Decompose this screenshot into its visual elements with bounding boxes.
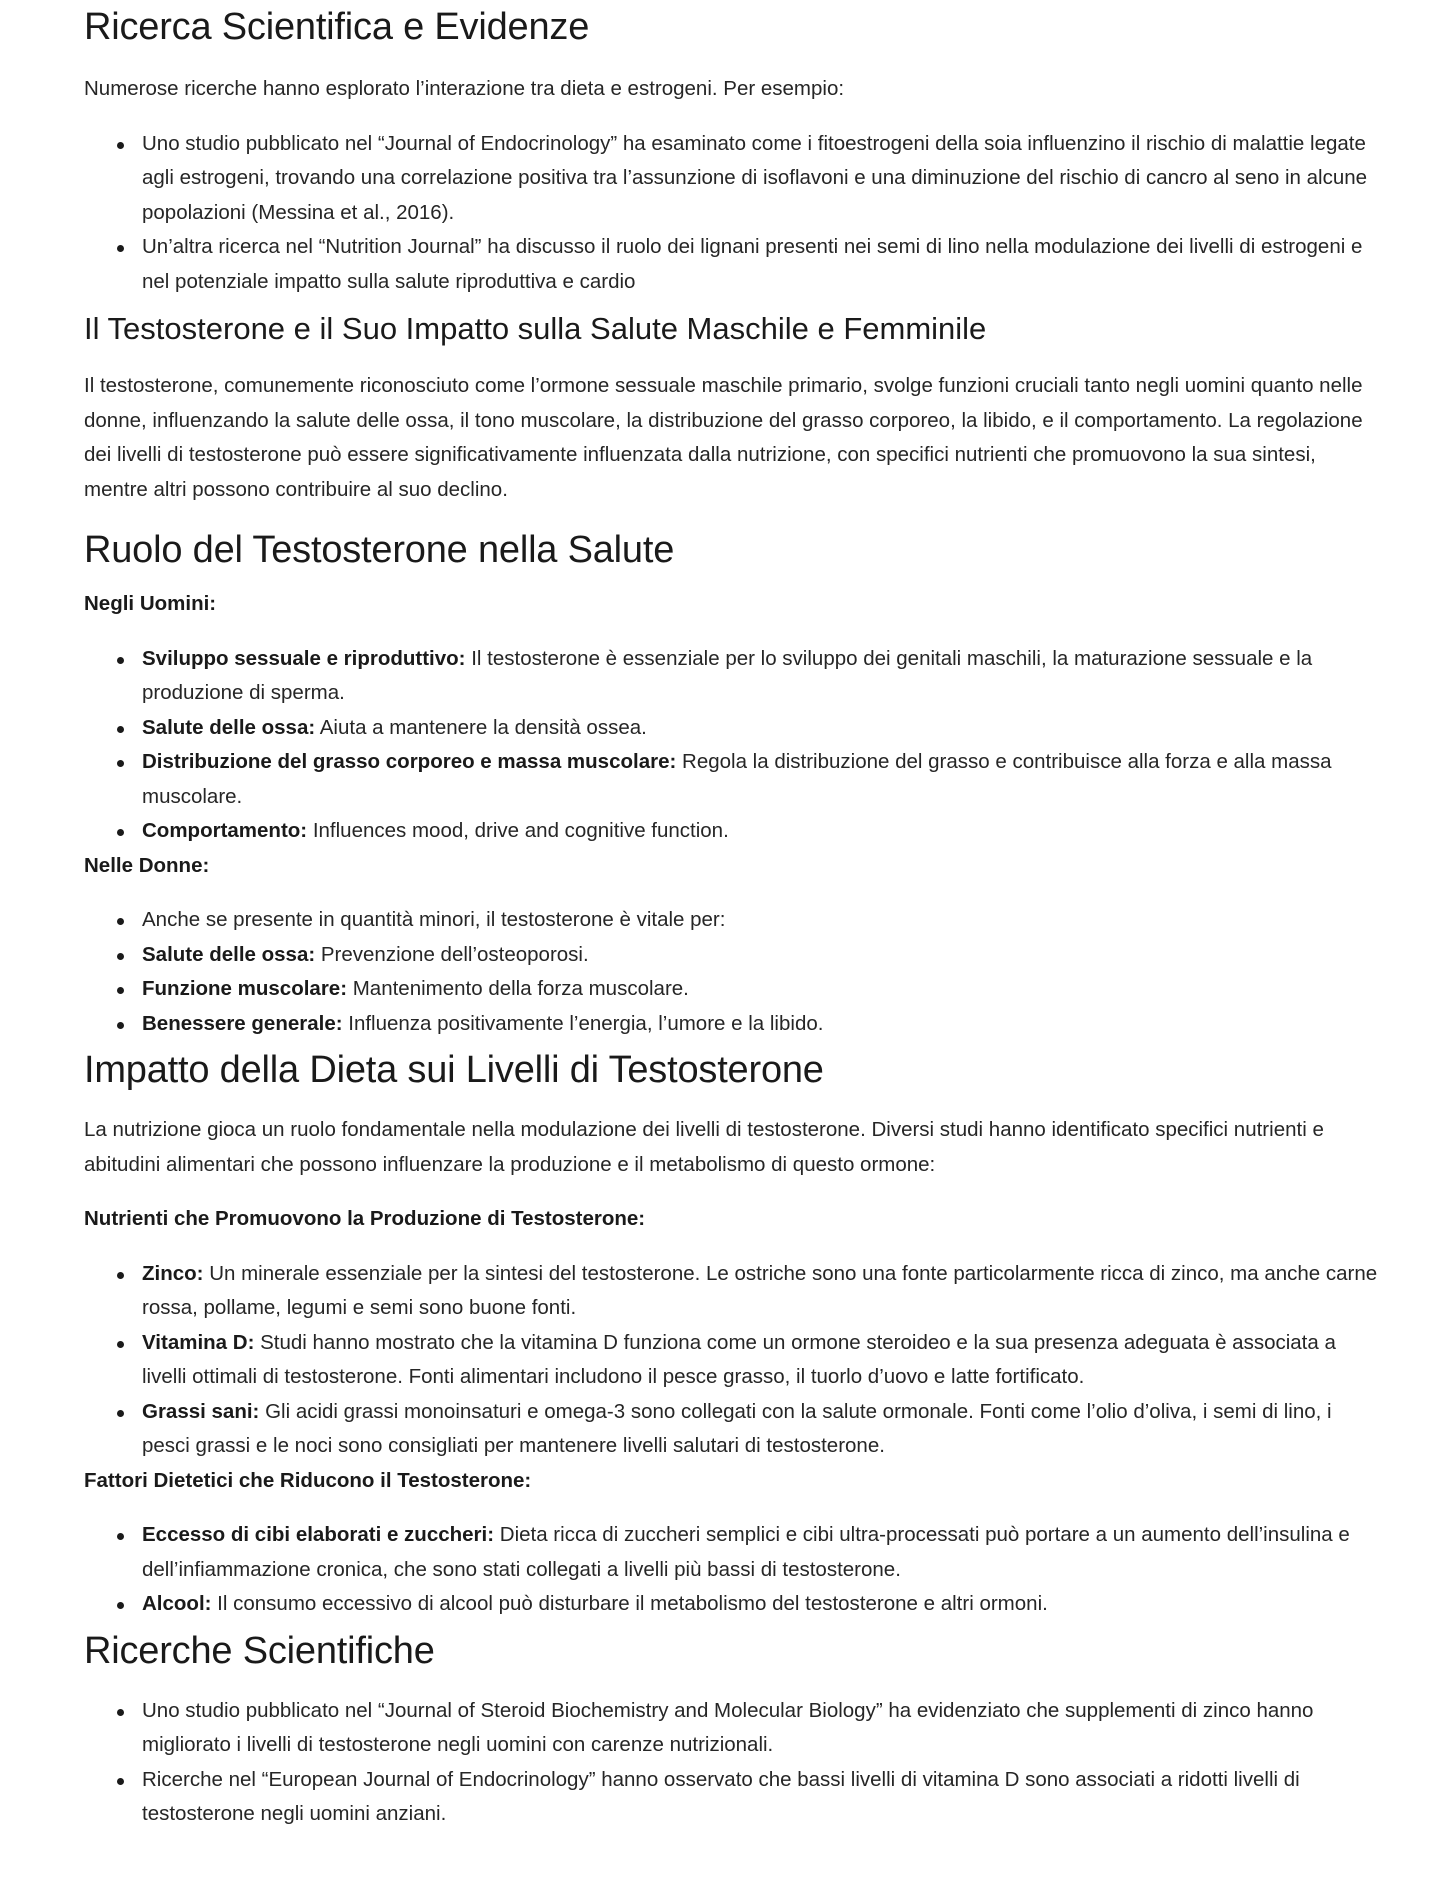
list-item	[142, 1257, 1384, 1326]
list-item	[142, 1326, 1384, 1395]
list-item: Uno studio pubblicato nel “Journal of Steroid Biochemistry and Molecular Biology” ha evidenziato che supplementi di zinco hanno migliorato i livelli di testosterone negli uomini con carenze nutrizionali.	[142, 1694, 1384, 1763]
item-text: Regola la distribuzione del grasso e contribuisce alla forza e alla massa muscolare.	[142, 750, 1332, 808]
heading-diet: Impatto della Dieta sui Livelli di Testosterone	[84, 1049, 824, 1091]
item-term: Funzione muscolare:	[142, 977, 348, 1000]
list-item	[142, 1518, 1384, 1587]
diet-paragraph: La nutrizione gioca un ruolo fondamentale nella modulazione dei livelli di testosterone. Diversi studi hanno identificato specifici nutrienti e abitudini alimentari che possono influenzare la produzione e il metabolismo di questo ormone:	[84, 1118, 1324, 1176]
list-item	[142, 711, 1384, 746]
heading-studies: Ricerche Scientifiche	[84, 1629, 435, 1672]
item-text: Il consumo eccessivo di alcool può disturbare il metabolismo del testosterone e altri ormoni.	[211, 1592, 1048, 1615]
men-label: Negli Uomini:	[84, 592, 217, 615]
testosterone-paragraph: Il testosterone, comunemente riconosciuto come l’ormone sessuale maschile primario, svolge funzioni cruciali tanto negli uomini quanto nelle donne, influenzando la salute delle ossa, il tono muscolare, la distribuzione del grasso corporeo, la libido, e il comportamento. La regolazione dei livelli di testosterone può essere significativamente influenzata dalla nutrizione, con specifici nutrienti che promuovono la sua sintesi, mentre altri possono contribuire al suo declino.	[84, 374, 1363, 501]
item-text: Gli acidi grassi monoinsaturi e omega-3 sono collegati con la salute ormonale. Fonti come l’olio d’oliva, i semi di lino, i pesci grassi e le noci sono consigliati per mantenere livelli salutari di testosterone.	[142, 1399, 1332, 1457]
promote-label: Nutrienti che Promuovono la Produzione di Testosterone:	[84, 1207, 646, 1230]
research-intro: Numerose ricerche hanno esplorato l’interazione tra dieta e estrogeni. Per esempio:	[84, 77, 845, 100]
item-text: Dieta ricca di zuccheri semplici e cibi ultra-processati può portare a un aumento dell’insulina e dell’infiammazione cronica, che sono stati collegati a livelli più bassi di testosterone.	[142, 1523, 1350, 1581]
women-label: Nelle Donne:	[84, 853, 210, 877]
reduce-list	[84, 1518, 1384, 1622]
item-text: Prevenzione dell’osteoporosi.	[315, 942, 589, 966]
item-term: Distribuzione del grasso corporeo e massa muscolare:	[142, 750, 677, 773]
list-item	[142, 1395, 1384, 1464]
item-term: Comportamento:	[142, 819, 308, 842]
item-term: Benessere generale:	[142, 1011, 343, 1035]
list-item	[142, 972, 1384, 1007]
list-item	[142, 1007, 1384, 1042]
item-term: Sviluppo sessuale e riproduttivo:	[142, 646, 466, 670]
list-item	[142, 938, 1384, 973]
item-term: Eccesso di cibi elaborati e zuccheri:	[142, 1523, 495, 1546]
item-text: Il testosterone è essenziale per lo sviluppo dei genitali maschili, la maturazione sessuale e la produzione di sperma.	[142, 646, 1313, 704]
women-list	[84, 903, 1384, 1041]
item-text: Influences mood, drive and cognitive function.	[307, 819, 729, 842]
list-item: Anche se presente in quantità minori, il testosterone è vitale per:	[142, 903, 1384, 938]
heading-testosterone: Il Testosterone e il Suo Impatto sulla Salute Maschile e Femminile	[84, 311, 987, 346]
item-text: Influenza positivamente l’energia, l’umore e la libido.	[342, 1011, 824, 1035]
item-term: Grassi sani:	[142, 1399, 260, 1423]
list-item	[142, 1587, 1384, 1622]
list-item	[142, 745, 1384, 814]
men-list	[84, 642, 1384, 849]
item-term: Vitamina D:	[142, 1330, 255, 1354]
document-content	[84, 0, 1384, 1832]
research-list	[84, 127, 1384, 300]
item-text: Aiuta a mantenere la densità ossea.	[315, 715, 647, 739]
list-item	[142, 642, 1384, 711]
heading-research: Ricerca Scientifica e Evidenze	[84, 6, 590, 48]
item-term: Salute delle ossa:	[142, 715, 316, 739]
promote-list	[84, 1257, 1384, 1464]
item-term: Alcool:	[142, 1592, 212, 1615]
item-text: Studi hanno mostrato che la vitamina D funziona come un ormone steroideo e la sua presenza adeguata è associata a livelli ottimali di testosterone. Fonti alimentari includono il pesce grasso, il tuorlo d’uovo e latte fortificato.	[142, 1330, 1336, 1388]
heading-role: Ruolo del Testosterone nella Salute	[84, 529, 675, 571]
list-item	[142, 814, 1384, 849]
reduce-label: Fattori Dietetici che Riducono il Testosterone:	[84, 1468, 532, 1492]
list-item: Un’altra ricerca nel “Nutrition Journal” ha discusso il ruolo dei lignani presenti nei semi di lino nella modulazione dei livelli di estrogeni e nel potenziale impatto sulla salute riproduttiva e cardio	[142, 230, 1384, 299]
item-text: Un minerale essenziale per la sintesi del testosterone. Le ostriche sono una fonte particolarmente ricca di zinco, ma anche carne rossa, pollame, legumi e semi sono buone fonti.	[142, 1261, 1378, 1319]
studies-list	[84, 1694, 1384, 1832]
item-term: Salute delle ossa:	[142, 942, 316, 966]
item-text: Mantenimento della forza muscolare.	[347, 977, 689, 1000]
item-term: Zinco:	[142, 1261, 204, 1285]
list-item: Ricerche nel “European Journal of Endocrinology” hanno osservato che bassi livelli di vitamina D sono associati a ridotti livelli di testosterone negli uomini anziani.	[142, 1763, 1384, 1832]
list-item: Uno studio pubblicato nel “Journal of Endocrinology” ha esaminato come i fitoestrogeni della soia influenzino il rischio di malattie legate agli estrogeni, trovando una correlazione positiva tra l’assunzione di isoflavoni e una diminuzione del rischio di cancro al seno in alcune popolazioni (Messina et al., 2016).	[142, 127, 1384, 231]
